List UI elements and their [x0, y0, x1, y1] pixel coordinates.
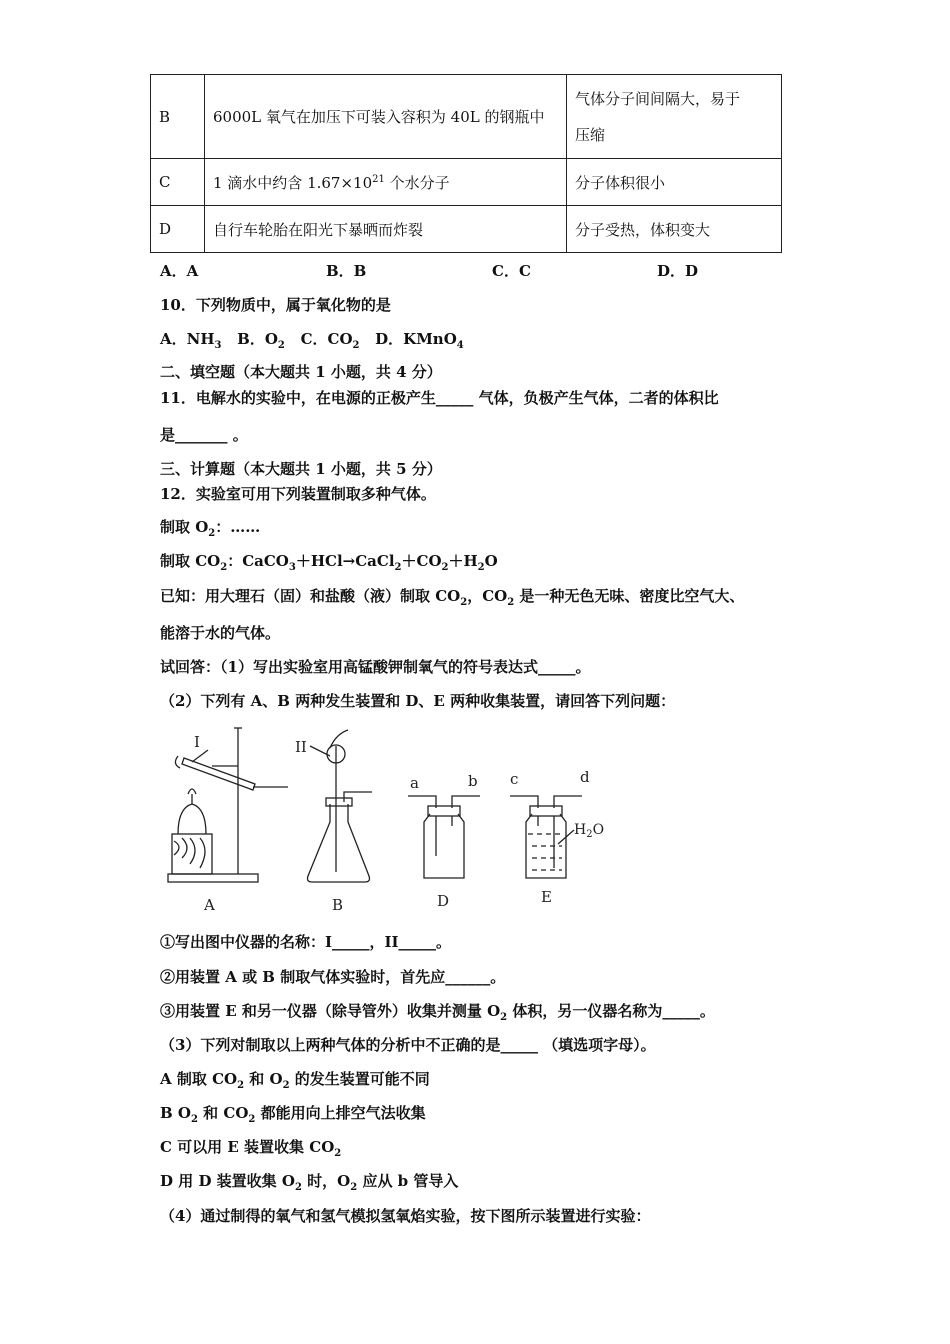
- q12-option-b: B $O_2$ 和 $CO_2$ 都能用向上排空气法收集: [160, 1104, 426, 1125]
- section-3-heading: 三、计算题（本大题共 1 小题，共 5 分）: [160, 460, 442, 478]
- label-a-tube: a: [410, 774, 419, 792]
- q10-stem: 10．下列物质中，属于氧化物的是: [160, 296, 391, 314]
- option-cell: C: [151, 159, 205, 206]
- label-e: E: [541, 888, 552, 906]
- table-row: [151, 75, 782, 159]
- q10-choices: A．$NH_3$ B．$O_2$ C．$CO_2$ D．KMnO$_4$: [160, 330, 464, 351]
- label-a: A: [204, 896, 215, 914]
- table-row: [151, 159, 782, 206]
- section-2-heading: 二、填空题（本大题共 1 小题，共 4 分）: [160, 363, 442, 381]
- q9-choice-b: B．B: [326, 262, 367, 280]
- fact-cell: 6000L 氧气在加压下可装入容积为 40L 的钢瓶中: [205, 75, 567, 159]
- q12-option-c: C 可以用 E 装置收集 $CO_2$: [160, 1138, 342, 1159]
- q12-o2-line: 制取 $O_2$：……: [160, 518, 261, 539]
- q12-sub1: ①写出图中仪器的名称：I_____，II_____。: [160, 933, 452, 951]
- label-d: D: [437, 892, 450, 910]
- question-9-table: [150, 74, 782, 253]
- q12-co2-equation: 制取 $CO_2$：$CaCO_3+HCl\to CaCl_2+CO_2+H_2O$: [160, 552, 498, 573]
- apparatus-b: [308, 730, 373, 882]
- label-b-tube: b: [468, 772, 478, 790]
- q12-stem: 12．实验室可用下列装置制取多种气体。: [160, 485, 436, 503]
- apparatus-d: [408, 796, 480, 878]
- label-c-tube: c: [510, 770, 519, 788]
- option-cell: B: [151, 75, 205, 159]
- q12-part3: （3）下列对制取以上两种气体的分析中不正确的是_____ （填选项字母）。: [160, 1036, 656, 1054]
- q12-sub3: ③用装置 E 和另一仪器（除导管外）收集并测量 $O_2$ 体积，另一仪器名称为_____。: [160, 1002, 715, 1023]
- fact-cell: 1 滴水中约含 $1.67\times 10^{21}$ 个水分子: [205, 159, 567, 206]
- q12-part4: （4）通过制得的氧气和氢气模拟氢氧焰实验，按下图所示装置进行实验：: [160, 1207, 651, 1225]
- q12-sub2: ②用装置 A 或 B 制取气体实验时，首先应______。: [160, 968, 506, 986]
- label-d-tube: d: [580, 768, 590, 786]
- label-b: B: [332, 896, 344, 914]
- q9-choice-c: C．C: [492, 262, 531, 280]
- explain-cell: 气体分子间间隔大，易于 压缩: [567, 75, 782, 159]
- apparatus-a: [168, 728, 288, 882]
- fact-cell: 自行车轮胎在阳光下暴晒而炸裂: [205, 206, 567, 253]
- label-i: I: [194, 733, 200, 751]
- q11-line1: 11．电解水的实验中，在电源的正极产生_____ 气体，负极产生气体，二者的体积比: [160, 389, 719, 407]
- label-h2o: $H_2O$: [574, 822, 605, 840]
- table-row: [151, 206, 782, 253]
- q9-choice-d: D．D: [657, 262, 699, 280]
- q12-option-a: A 制取 $CO_2$ 和 $O_2$ 的发生装置可能不同: [160, 1070, 430, 1091]
- explain-cell: 分子受热，体积变大: [567, 206, 782, 253]
- label-ii: II: [295, 738, 307, 756]
- q12-part1: 试回答：（1）写出实验室用高锰酸钾制氧气的符号表达式_____。: [160, 658, 591, 676]
- explain-cell: 分子体积很小: [567, 159, 782, 206]
- q9-choice-a: A．A: [160, 262, 199, 280]
- q11-line2: 是_______ 。: [160, 426, 248, 444]
- q12-part2: （2）下列有 A、B 两种发生装置和 D、E 两种收集装置，请回答下列问题：: [160, 692, 676, 710]
- option-cell: D: [151, 206, 205, 253]
- apparatus-diagram: [160, 726, 630, 916]
- q12-known-line2: 能溶于水的气体。: [160, 624, 281, 642]
- q12-known-line1: 已知：用大理石（固）和盐酸（液）制取 $CO_2$，$CO_2$ 是一种无色无味、密度比空气大、: [160, 587, 745, 608]
- apparatus-e: [510, 796, 582, 878]
- q12-option-d: D 用 D 装置收集 $O_2$ 时，$O_2$ 应从 b 管导入: [160, 1172, 459, 1193]
